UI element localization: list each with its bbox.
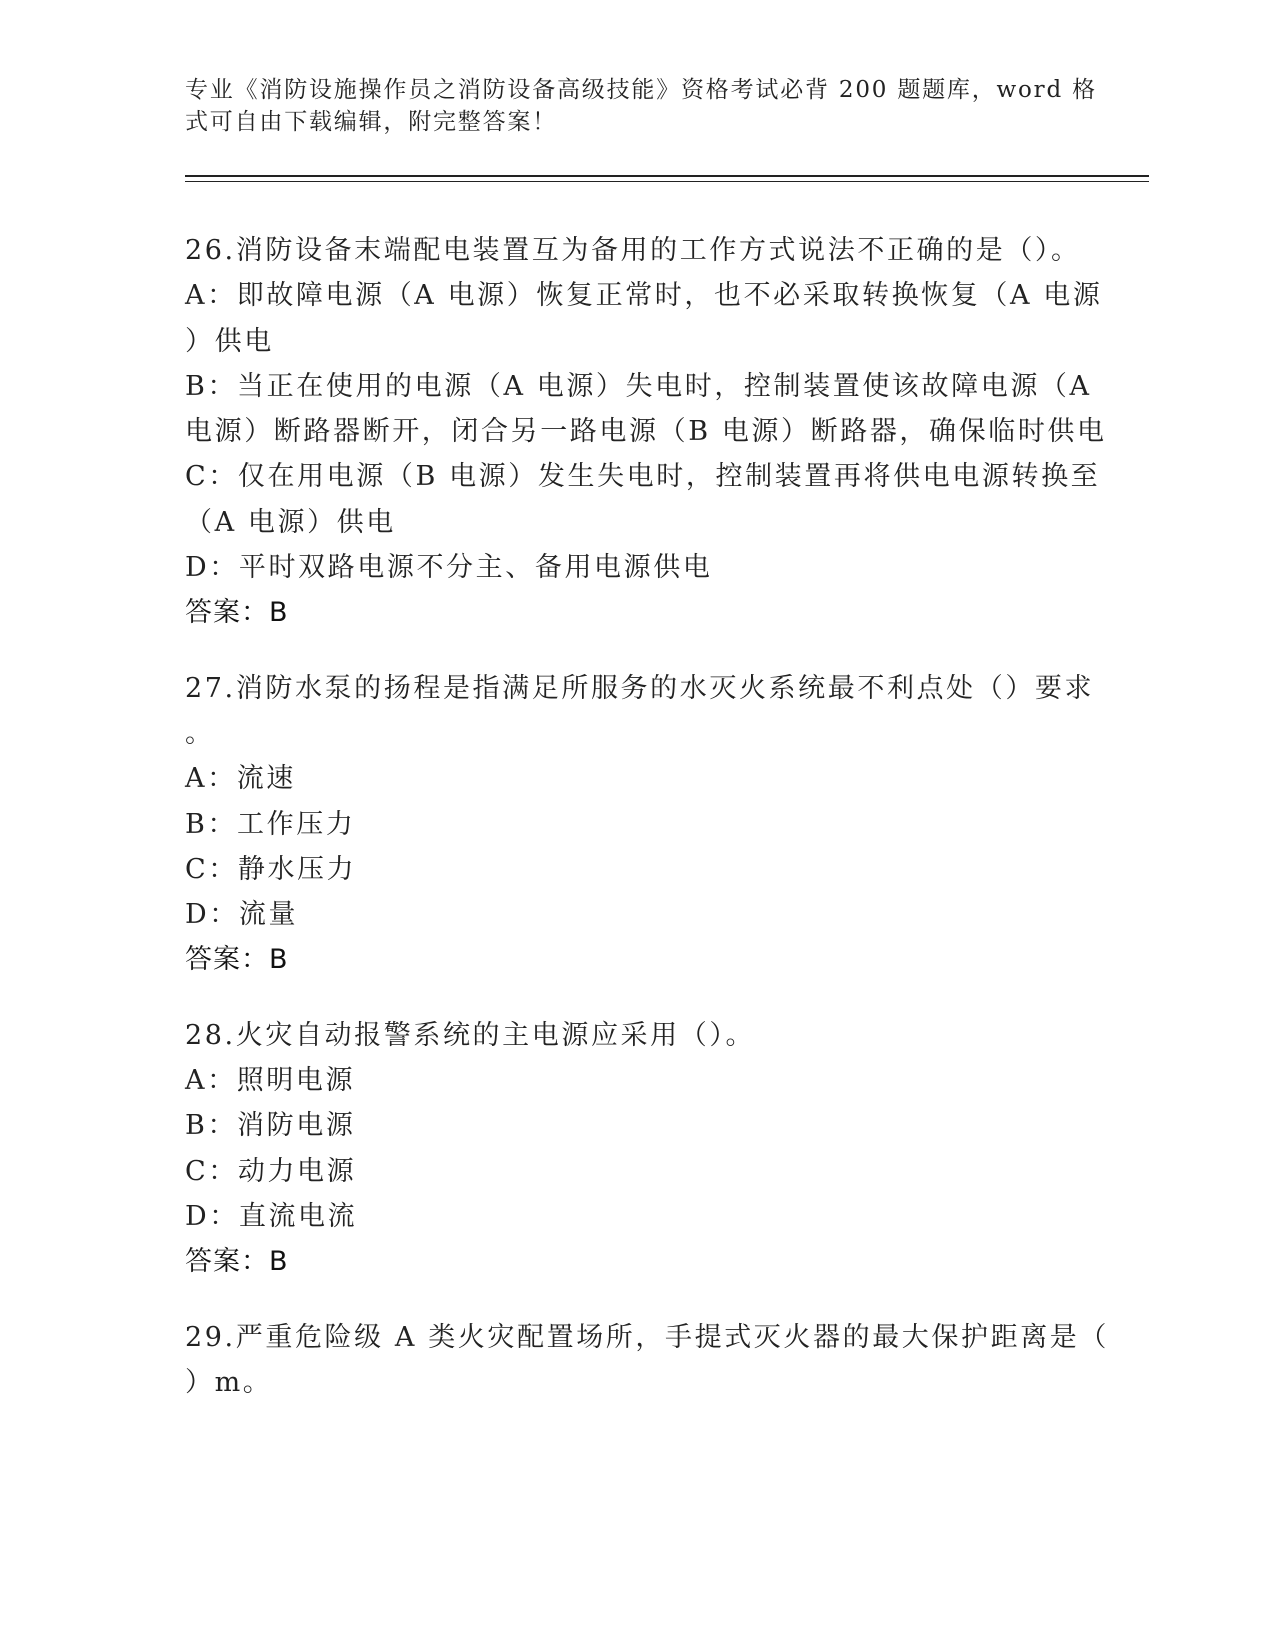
- option-b: B：消防电源: [185, 1110, 356, 1142]
- answer: 答案：B: [185, 597, 289, 629]
- option-a: A：流速: [185, 763, 296, 795]
- option-b-continued: 电源）断路器断开，闭合另一路电源（B 电源）断路器，确保临时供电: [185, 416, 1107, 448]
- document-header: [185, 74, 1097, 138]
- question-stem: 27.消防水泵的扬程是指满足所服务的水灭火系统最不利点处（）要求: [185, 672, 1095, 704]
- header-line: 式可自由下载编辑，附完整答案！: [185, 109, 557, 135]
- option-c: C：动力电源: [185, 1155, 357, 1187]
- question-28: [185, 1013, 1185, 1285]
- question-stem-continued: ）m。: [185, 1366, 273, 1398]
- option-b: B：工作压力: [185, 808, 356, 840]
- question-list: [185, 228, 1185, 1435]
- question-stem-continued: 。: [185, 717, 215, 749]
- option-a-continued: ）供电: [185, 325, 274, 357]
- header-divider-thin: [185, 181, 1149, 182]
- option-b: B：当正在使用的电源（A 电源）失电时，控制装置使该故障电源（A: [185, 370, 1092, 402]
- header-divider-thick: [185, 175, 1149, 177]
- question-26: [185, 228, 1185, 636]
- question-29: [185, 1315, 1185, 1406]
- option-d: D：直流电流: [185, 1200, 358, 1232]
- question-stem: 28.火灾自动报警系统的主电源应采用（）。: [185, 1019, 756, 1051]
- question-27: [185, 666, 1185, 983]
- question-stem: 29.严重危险级 A 类火灾配置场所，手提式灭火器的最大保护距离是（: [185, 1321, 1110, 1353]
- answer: 答案：B: [185, 944, 289, 976]
- option-c: C：仅在用电源（B 电源）发生失电时，控制装置再将供电电源转换至: [185, 461, 1101, 493]
- option-d: D：流量: [185, 899, 299, 931]
- option-d: D：平时双路电源不分主、备用电源供电: [185, 552, 713, 584]
- option-a: A：即故障电源（A 电源）恢复正常时，也不必采取转换恢复（A 电源: [185, 280, 1103, 312]
- option-c: C：静水压力: [185, 853, 357, 885]
- header-line: 专业《消防设施操作员之消防设备高级技能》资格考试必背 200 题题库，word 格: [185, 77, 1097, 103]
- question-stem: 26.消防设备末端配电装置互为备用的工作方式说法不正确的是（）。: [185, 235, 1081, 266]
- option-a: A：照明电源: [185, 1065, 356, 1097]
- option-c-continued: （A 电源）供电: [185, 506, 396, 538]
- answer: 答案：B: [185, 1246, 289, 1278]
